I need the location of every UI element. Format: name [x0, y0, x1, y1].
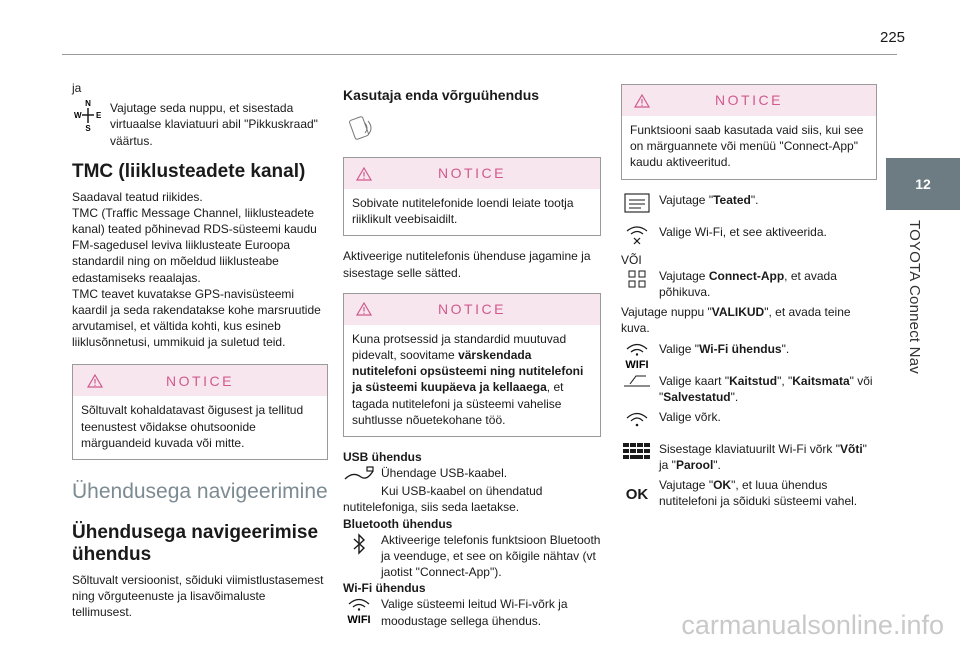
wifi-signal-icon: [621, 409, 653, 431]
card-select-step: Valige kaart "Kaitstud", "Kaitsmata" või "Salvestatud".: [659, 373, 873, 404]
svg-text:WIFI: WIFI: [347, 614, 371, 625]
usb-cable-icon: [343, 465, 375, 485]
teated-step: Vajutage "Teated".: [659, 192, 759, 207]
notice-text: Sõltuvalt kohaldatavast õigusest ja tellitud teenustest võidakse ohutsoonide märguandeid kuvada või mitte.: [81, 403, 304, 450]
wifi-text: Valige süsteemi leitud Wi-Fi-võrk ja moodustage sellega ühendus.: [381, 597, 568, 628]
tmc-map-info: TMC teavet kuvatakse GPS-navisüsteemi kaardil ja seda rakendatakse kohe marsruutide arvutamisel, et vältida kohti, kus esineb liiklusõnnetusi, ummikuid ja suletud teid.: [72, 286, 321, 350]
notice-label: NOTICE: [715, 92, 783, 109]
chapter-title: TOYOTA Connect Nav: [906, 220, 923, 374]
notice-text: Funktsiooni saab kasutada vaid siis, kui see on märguannete või menüü "Connect-App" kaudu aktiveeritud.: [630, 123, 864, 170]
connection-heading: Ühendusega navigeerimise ühendus: [72, 522, 319, 566]
page-number: 225: [880, 29, 906, 46]
bluetooth-text: Aktiveerige telefonis funktsioon Bluetooth ja veenduge, et see on kõigile nähtav (vt jaotist "Connect-App").: [381, 532, 601, 580]
connect-app-icon: [621, 268, 653, 290]
notice-box: [343, 157, 601, 236]
card-select-icon: [621, 373, 653, 389]
watermark: carmanualsonline.info: [681, 610, 944, 640]
ok-step: Vajutage "OK", et luua ühendus nutitelefoni ja sõiduki süsteemi vahel.: [659, 478, 858, 509]
notice-box: [343, 293, 601, 437]
notice-text: Sobivate nutitelefonide loendi leiate tootja riiklikult veebisaidilt.: [352, 196, 574, 227]
wifi-heading: Wi-Fi ühendus: [343, 581, 426, 596]
usb-heading: USB ühendus: [343, 449, 422, 464]
tmc-heading: TMC (liiklusteadete kanal): [72, 160, 306, 182]
chapter-number: 12: [915, 176, 931, 192]
warning-icon: [356, 167, 372, 181]
tmc-description: TMC (Traffic Message Channel, liiklusteadete kanal) teated põhinevad RDS-süsteemi kaudu FM-sagedusel leviva liiklusteate Euroopa standardil ning on mõeldud liiklusteabe edastamiseks reaalajas.: [72, 205, 317, 285]
ja-text: ja: [72, 81, 82, 95]
wifi-icon: [343, 596, 375, 624]
bluetooth-icon: [343, 532, 375, 556]
notice-label: NOTICE: [438, 165, 506, 182]
or-text: VÕI: [621, 252, 642, 267]
tmc-availability: Saadaval teatud riikides.: [72, 189, 203, 204]
notice-text: Kuna protsessid ja standardid muutuvad pidevalt, soovitame värskendada nutitelefoni opsüsteemi ning nutitelefoni ja süsteemi kuupäeva ja kellaaega, et tagada nutitelefoni ja süsteemi vahelise suhtlusse nõuetekohane töö.: [352, 331, 584, 427]
wifi-activate-step: Valige Wi-Fi, et see aktiveerida.: [659, 224, 827, 239]
wifi-connection-step: Valige "Wi-Fi ühendus".: [659, 341, 790, 356]
warning-icon: [356, 302, 372, 316]
compass-e: E: [96, 111, 102, 121]
notice-box: [621, 84, 877, 180]
warning-icon: [634, 94, 650, 108]
notifications-icon: [621, 192, 653, 214]
usb-step-2: Kui USB-kaabel on ühendatud nutitelefoniga, siis seda laetakse.: [343, 484, 543, 515]
ok-icon: OK: [625, 486, 649, 504]
enter-key-step: Sisestage klaviatuurilt Wi-Fi võrk "Võti" ja "Parool".: [659, 441, 867, 473]
compass-w: W: [74, 111, 82, 121]
wifi-icon: [621, 341, 653, 369]
compass-instruction: Vajutage seda nuppu, et sisestada virtuaalse klaviatuuri abil "Pikkuskraad" väärtus.: [110, 101, 318, 148]
usb-step-1: Ühendage USB-kaabel.: [381, 466, 508, 481]
valikud-step: Vajutage nuppu "VALIKUD", et avada teine kuva.: [621, 305, 851, 336]
connect-app-step: Vajutage Connect-App, et avada põhikuva.: [659, 268, 837, 299]
own-network-heading: Kasutaja enda võrguühendus: [343, 87, 540, 103]
compass-s: S: [85, 124, 91, 133]
bluetooth-heading: Bluetooth ühendus: [343, 516, 453, 531]
section-title: Ühendusega navigeerimine: [72, 480, 328, 504]
column-1: [72, 80, 328, 620]
notice-label: NOTICE: [438, 300, 506, 317]
notice-box: [72, 364, 328, 460]
wifi-off-icon: [621, 224, 653, 246]
column-2: [343, 80, 601, 629]
notice-label: NOTICE: [166, 372, 234, 389]
column-3: [621, 80, 877, 514]
compass-n: N: [85, 99, 91, 109]
keyboard-icon: [621, 441, 653, 465]
header-divider: [62, 54, 897, 55]
activate-sharing-text: Aktiveerige nutitelefonis ühenduse jagamine ja sisestage selle sätted.: [343, 249, 591, 280]
warning-icon: [87, 374, 103, 388]
phone-share-icon: [347, 115, 601, 145]
svg-text:WIFI: WIFI: [625, 358, 649, 369]
select-network-step: Valige võrk.: [659, 409, 721, 424]
chapter-tab[interactable]: [886, 158, 960, 210]
compass-icon: [72, 98, 104, 132]
connection-text: Sõltuvalt versioonist, sõiduki viimistlustasemest ning võrguteenuste ja lisavõimaluste tellimusest.: [72, 572, 324, 620]
